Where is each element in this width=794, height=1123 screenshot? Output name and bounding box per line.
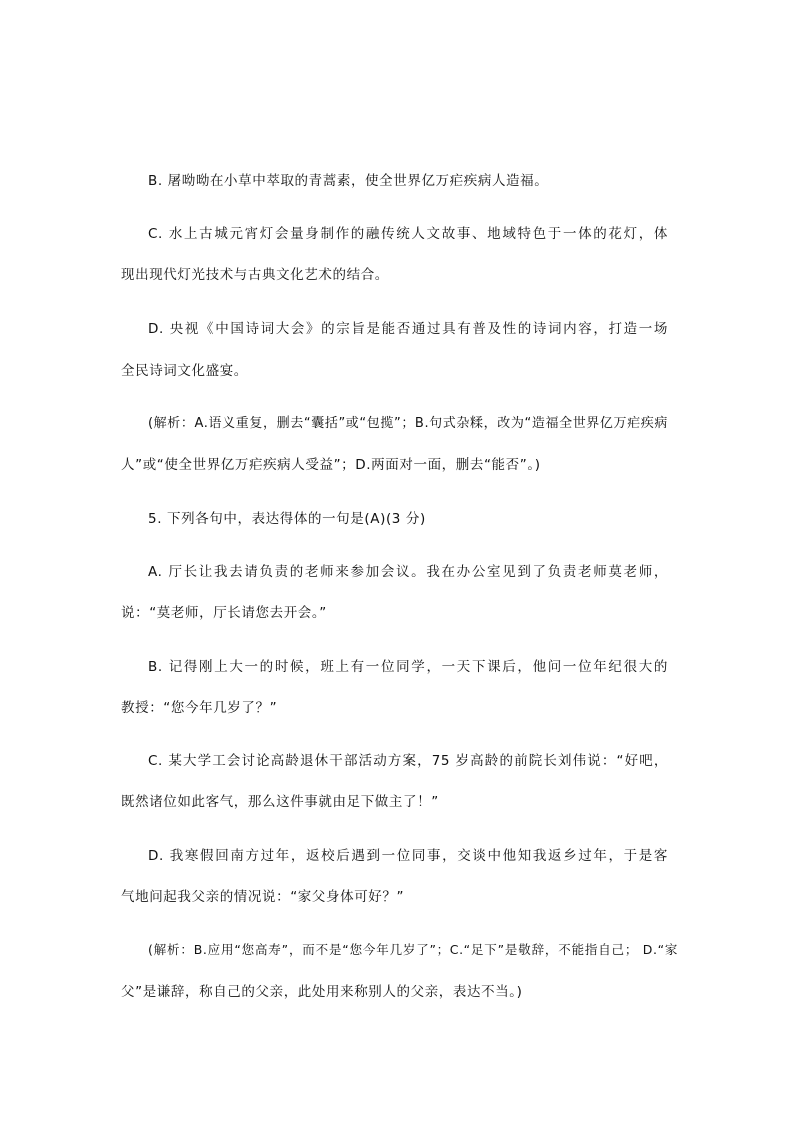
question-5-option-b-line-2: 教授：“您今年几岁了？”: [121, 700, 278, 716]
question-5-option-c-line-2: 既然诸位如此客气，那么这件事就由足下做主了！”: [121, 794, 439, 810]
option-c-line-2: 现出现代灯光技术与古典文化艺术的结合。: [121, 267, 389, 283]
question-5-option-a-line-2: 说：“莫老师，厅长请您去开会。”: [121, 605, 327, 621]
question-5-stem: 5. 下列各句中，表达得体的一句是(A)(3 分): [148, 511, 426, 527]
option-d-line-1: D. 央视《中国诗词大会》的宗旨是能否通过具有普及性的诗词内容，打造一场: [148, 321, 668, 337]
analysis-2-line-2: 父”是谦辞，称自己的父亲，此处用来称别人的父亲，表达不当。): [121, 984, 523, 1000]
analysis-1-line-1: (解析：A.语义重复，删去“囊括”或“包揽”；B.句式杂糅，改为“造福全世界亿万疟疾病: [148, 416, 668, 431]
option-c-line-1: C. 水上古城元宵灯会量身制作的融传统人文故事、地域特色于一体的花灯，体: [148, 226, 668, 242]
question-5-option-a-line-1: A. 厅长让我去请负责的老师来参加会议。我在办公室见到了负责老师莫老师，: [148, 564, 668, 580]
option-b-line-1: B. 屠呦呦在小草中萃取的青蒿素，使全世界亿万疟疾病人造福。: [148, 173, 549, 189]
question-5-option-d-line-2: 气地问起我父亲的情况说：“家父身体可好？”: [121, 889, 405, 905]
question-5-option-b-line-1: B. 记得刚上大一的时候，班上有一位同学，一天下课后，他问一位年纪很大的: [148, 659, 668, 675]
analysis-1-line-2: 人”或“使全世界亿万疟疾病人受益”；D.两面对一面，删去“能否”。): [121, 457, 541, 473]
analysis-2-line-1: (解析：B.应用“您高寿”，而不是“您今年几岁了”；C.“足下”是敬辞，不能指自己； D.“家: [148, 942, 678, 957]
question-5-option-c-line-1: C. 某大学工会讨论高龄退休干部活动方案，75 岁高龄的前院长刘伟说：“好吧，: [148, 753, 668, 769]
question-5-option-d-line-1: D. 我寒假回南方过年，返校后遇到一位同事，交谈中他知我返乡过年，于是客: [148, 848, 668, 864]
option-d-line-2: 全民诗词文化盛宴。: [121, 363, 248, 379]
